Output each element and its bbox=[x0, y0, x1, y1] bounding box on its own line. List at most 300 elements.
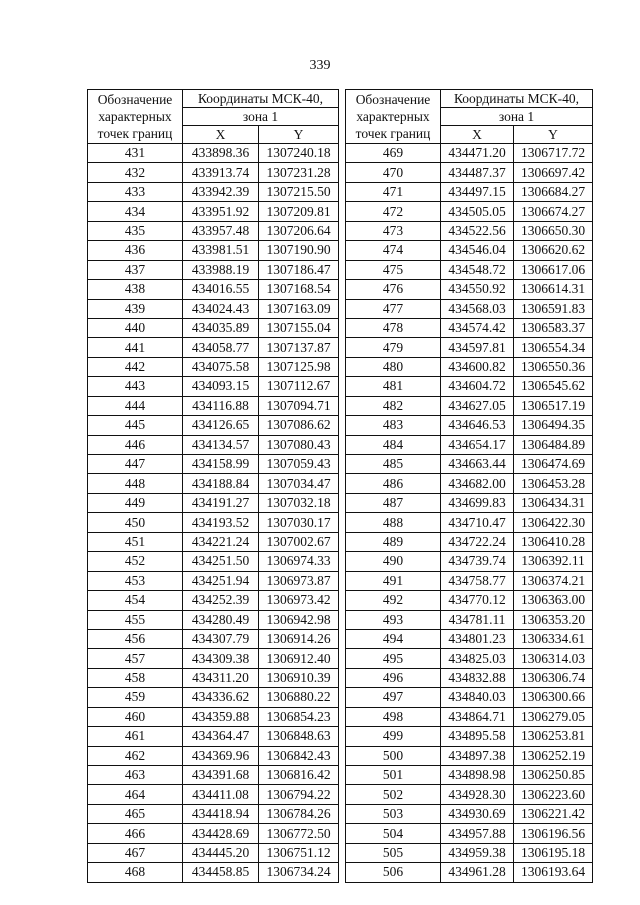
point-number-cell: 488 bbox=[346, 513, 441, 532]
y-coordinate-cell: 1306453.28 bbox=[514, 474, 593, 493]
point-number-cell: 492 bbox=[346, 591, 441, 610]
table-row bbox=[88, 474, 339, 493]
x-coordinate-cell: 434832.88 bbox=[441, 668, 514, 687]
y-coordinate-cell: 1306353.20 bbox=[514, 610, 593, 629]
y-coordinate-cell: 1306221.42 bbox=[514, 804, 593, 823]
point-number-cell: 448 bbox=[88, 474, 183, 493]
table-row bbox=[88, 163, 339, 182]
table-row bbox=[346, 824, 593, 843]
y-coordinate-cell: 1306848.63 bbox=[259, 727, 339, 746]
point-number-cell: 490 bbox=[346, 552, 441, 571]
y-coordinate-cell: 1306484.89 bbox=[514, 435, 593, 454]
table-row bbox=[346, 804, 593, 823]
point-number-cell: 479 bbox=[346, 338, 441, 357]
point-number-cell: 478 bbox=[346, 318, 441, 337]
point-number-cell: 452 bbox=[88, 552, 183, 571]
y-coordinate-cell: 1306614.31 bbox=[514, 280, 593, 299]
table-row bbox=[346, 532, 593, 551]
x-coordinate-cell: 434505.05 bbox=[441, 202, 514, 221]
point-number-cell: 484 bbox=[346, 435, 441, 454]
x-coordinate-cell: 434722.24 bbox=[441, 532, 514, 551]
y-coordinate-cell: 1307215.50 bbox=[259, 182, 339, 201]
y-coordinate-cell: 1306374.21 bbox=[514, 571, 593, 590]
table-row bbox=[88, 299, 339, 318]
point-number-cell: 485 bbox=[346, 455, 441, 474]
point-number-cell: 458 bbox=[88, 668, 183, 687]
x-coordinate-cell: 434699.83 bbox=[441, 493, 514, 512]
point-number-cell: 444 bbox=[88, 396, 183, 415]
x-coordinate-cell: 434158.99 bbox=[183, 455, 259, 474]
table-row bbox=[88, 552, 339, 571]
x-coordinate-cell: 434307.79 bbox=[183, 629, 259, 648]
y-coordinate-cell: 1306816.42 bbox=[259, 766, 339, 785]
x-coordinate-cell: 434221.24 bbox=[183, 532, 259, 551]
point-number-cell: 467 bbox=[88, 843, 183, 862]
table-row bbox=[88, 338, 339, 357]
point-number-cell: 487 bbox=[346, 493, 441, 512]
point-number-cell: 471 bbox=[346, 182, 441, 201]
point-number-cell: 441 bbox=[88, 338, 183, 357]
x-coordinate-cell: 434604.72 bbox=[441, 377, 514, 396]
point-number-cell: 462 bbox=[88, 746, 183, 765]
x-coordinate-cell: 434251.50 bbox=[183, 552, 259, 571]
y-coordinate-cell: 1306620.62 bbox=[514, 241, 593, 260]
y-coordinate-cell: 1306410.28 bbox=[514, 532, 593, 551]
y-coordinate-cell: 1307080.43 bbox=[259, 435, 339, 454]
y-coordinate-cell: 1306684.27 bbox=[514, 182, 593, 201]
x-coordinate-cell: 434428.69 bbox=[183, 824, 259, 843]
point-number-cell: 476 bbox=[346, 280, 441, 299]
x-coordinate-cell: 434309.38 bbox=[183, 649, 259, 668]
table-row bbox=[346, 629, 593, 648]
x-coordinate-cell: 434550.92 bbox=[441, 280, 514, 299]
x-coordinate-cell: 433957.48 bbox=[183, 221, 259, 240]
table-row bbox=[88, 241, 339, 260]
x-coordinate-cell: 434646.53 bbox=[441, 416, 514, 435]
point-number-cell: 436 bbox=[88, 241, 183, 260]
x-coordinate-cell: 434418.94 bbox=[183, 804, 259, 823]
point-number-cell: 493 bbox=[346, 610, 441, 629]
table-row bbox=[346, 144, 593, 163]
x-coordinate-cell: 434663.44 bbox=[441, 455, 514, 474]
point-label-line: характерных bbox=[98, 109, 172, 124]
point-number-cell: 500 bbox=[346, 746, 441, 765]
table-row bbox=[346, 785, 593, 804]
point-number-cell: 499 bbox=[346, 727, 441, 746]
table-body bbox=[346, 144, 593, 883]
x-coordinate-cell: 434522.56 bbox=[441, 221, 514, 240]
x-coordinate-cell: 434035.89 bbox=[183, 318, 259, 337]
y-coordinate-cell: 1307032.18 bbox=[259, 493, 339, 512]
x-coordinate-cell: 434597.81 bbox=[441, 338, 514, 357]
x-coordinate-cell: 434930.69 bbox=[441, 804, 514, 823]
y-coordinate-cell: 1306880.22 bbox=[259, 688, 339, 707]
x-coordinate-cell: 434093.15 bbox=[183, 377, 259, 396]
point-number-cell: 498 bbox=[346, 707, 441, 726]
y-coordinate-cell: 1306392.11 bbox=[514, 552, 593, 571]
y-coordinate-cell: 1306854.23 bbox=[259, 707, 339, 726]
point-number-cell: 466 bbox=[88, 824, 183, 843]
x-coordinate-cell: 434369.96 bbox=[183, 746, 259, 765]
y-coordinate-cell: 1306300.66 bbox=[514, 688, 593, 707]
x-coordinate-cell: 434546.04 bbox=[441, 241, 514, 260]
x-coordinate-cell: 434311.20 bbox=[183, 668, 259, 687]
x-coordinate-cell: 434895.58 bbox=[441, 727, 514, 746]
point-label-header bbox=[346, 90, 441, 144]
point-number-cell: 480 bbox=[346, 357, 441, 376]
table-row bbox=[88, 571, 339, 590]
y-coordinate-cell: 1307086.62 bbox=[259, 416, 339, 435]
y-coordinate-cell: 1306334.61 bbox=[514, 629, 593, 648]
point-number-cell: 435 bbox=[88, 221, 183, 240]
x-coordinate-cell: 434801.23 bbox=[441, 629, 514, 648]
point-number-cell: 457 bbox=[88, 649, 183, 668]
y-coordinate-cell: 1307030.17 bbox=[259, 513, 339, 532]
y-coordinate-cell: 1307168.54 bbox=[259, 280, 339, 299]
point-number-cell: 449 bbox=[88, 493, 183, 512]
y-header: Y bbox=[514, 126, 593, 144]
table-row bbox=[88, 144, 339, 163]
x-coordinate-cell: 434126.65 bbox=[183, 416, 259, 435]
point-number-cell: 456 bbox=[88, 629, 183, 648]
table-row bbox=[346, 493, 593, 512]
point-number-cell: 433 bbox=[88, 182, 183, 201]
point-number-cell: 502 bbox=[346, 785, 441, 804]
point-number-cell: 503 bbox=[346, 804, 441, 823]
x-header: X bbox=[441, 126, 514, 144]
table-row bbox=[346, 727, 593, 746]
x-coordinate-cell: 434497.15 bbox=[441, 182, 514, 201]
point-label-line: точек границ bbox=[97, 126, 173, 141]
y-coordinate-cell: 1306434.31 bbox=[514, 493, 593, 512]
table-row bbox=[88, 746, 339, 765]
point-number-cell: 445 bbox=[88, 416, 183, 435]
x-coordinate-cell: 434928.30 bbox=[441, 785, 514, 804]
x-coordinate-cell: 434957.88 bbox=[441, 824, 514, 843]
y-coordinate-cell: 1306252.19 bbox=[514, 746, 593, 765]
y-coordinate-cell: 1307163.09 bbox=[259, 299, 339, 318]
table-row bbox=[88, 668, 339, 687]
y-coordinate-cell: 1306517.19 bbox=[514, 396, 593, 415]
x-coordinate-cell: 434682.00 bbox=[441, 474, 514, 493]
table-row bbox=[88, 591, 339, 610]
coordinates-table-left bbox=[87, 89, 339, 883]
y-coordinate-cell: 1307186.47 bbox=[259, 260, 339, 279]
point-number-cell: 486 bbox=[346, 474, 441, 493]
y-coordinate-cell: 1306914.26 bbox=[259, 629, 339, 648]
point-number-cell: 439 bbox=[88, 299, 183, 318]
y-coordinate-cell: 1306842.43 bbox=[259, 746, 339, 765]
y-coordinate-cell: 1306195.18 bbox=[514, 843, 593, 862]
table-row bbox=[346, 552, 593, 571]
table-row bbox=[346, 318, 593, 337]
y-coordinate-cell: 1306973.87 bbox=[259, 571, 339, 590]
y-coordinate-cell: 1307190.90 bbox=[259, 241, 339, 260]
table-row bbox=[346, 649, 593, 668]
y-coordinate-cell: 1306912.40 bbox=[259, 649, 339, 668]
y-coordinate-cell: 1307137.87 bbox=[259, 338, 339, 357]
x-coordinate-cell: 434471.20 bbox=[441, 144, 514, 163]
y-coordinate-cell: 1306250.85 bbox=[514, 766, 593, 785]
table-row bbox=[346, 299, 593, 318]
x-coordinate-cell: 434781.11 bbox=[441, 610, 514, 629]
table-row bbox=[346, 591, 593, 610]
point-number-cell: 460 bbox=[88, 707, 183, 726]
x-coordinate-cell: 434758.77 bbox=[441, 571, 514, 590]
y-coordinate-cell: 1307094.71 bbox=[259, 396, 339, 415]
y-coordinate-cell: 1306973.42 bbox=[259, 591, 339, 610]
y-coordinate-cell: 1306306.74 bbox=[514, 668, 593, 687]
x-coordinate-cell: 433981.51 bbox=[183, 241, 259, 260]
y-coordinate-cell: 1306784.26 bbox=[259, 804, 339, 823]
table-row bbox=[88, 435, 339, 454]
table-row bbox=[346, 707, 593, 726]
x-coordinate-cell: 433951.92 bbox=[183, 202, 259, 221]
page-number: 339 bbox=[309, 58, 331, 73]
x-coordinate-cell: 434391.68 bbox=[183, 766, 259, 785]
table-row bbox=[88, 532, 339, 551]
table-row bbox=[88, 280, 339, 299]
y-coordinate-cell: 1306223.60 bbox=[514, 785, 593, 804]
x-coordinate-cell: 433913.74 bbox=[183, 163, 259, 182]
x-coordinate-cell: 434251.94 bbox=[183, 571, 259, 590]
x-coordinate-cell: 434116.88 bbox=[183, 396, 259, 415]
x-coordinate-cell: 434600.82 bbox=[441, 357, 514, 376]
x-coordinate-cell: 434710.47 bbox=[441, 513, 514, 532]
table-row bbox=[88, 182, 339, 201]
table-row bbox=[346, 396, 593, 415]
y-coordinate-cell: 1307209.81 bbox=[259, 202, 339, 221]
table-row bbox=[88, 377, 339, 396]
y-coordinate-cell: 1306554.34 bbox=[514, 338, 593, 357]
table-row bbox=[346, 513, 593, 532]
point-number-cell: 447 bbox=[88, 455, 183, 474]
y-coordinate-cell: 1306591.83 bbox=[514, 299, 593, 318]
x-coordinate-cell: 434959.38 bbox=[441, 843, 514, 862]
point-number-cell: 469 bbox=[346, 144, 441, 163]
x-coordinate-cell: 434458.85 bbox=[183, 863, 259, 882]
x-coordinate-cell: 434487.37 bbox=[441, 163, 514, 182]
table-row bbox=[346, 280, 593, 299]
point-number-cell: 464 bbox=[88, 785, 183, 804]
coords-zone-header: зона 1 bbox=[183, 108, 339, 126]
point-number-cell: 501 bbox=[346, 766, 441, 785]
coords-title-header: Координаты МСК-40, bbox=[183, 90, 339, 108]
y-coordinate-cell: 1307002.67 bbox=[259, 532, 339, 551]
point-number-cell: 437 bbox=[88, 260, 183, 279]
x-coordinate-cell: 433898.36 bbox=[183, 144, 259, 163]
table-row bbox=[88, 202, 339, 221]
y-coordinate-cell: 1307240.18 bbox=[259, 144, 339, 163]
table-row bbox=[88, 727, 339, 746]
x-coordinate-cell: 434016.55 bbox=[183, 280, 259, 299]
x-coordinate-cell: 434825.03 bbox=[441, 649, 514, 668]
point-number-cell: 477 bbox=[346, 299, 441, 318]
y-coordinate-cell: 1306942.98 bbox=[259, 610, 339, 629]
table-row bbox=[88, 766, 339, 785]
y-coordinate-cell: 1306545.62 bbox=[514, 377, 593, 396]
point-number-cell: 497 bbox=[346, 688, 441, 707]
point-number-cell: 483 bbox=[346, 416, 441, 435]
point-number-cell: 475 bbox=[346, 260, 441, 279]
x-coordinate-cell: 433988.19 bbox=[183, 260, 259, 279]
point-number-cell: 432 bbox=[88, 163, 183, 182]
x-coordinate-cell: 434058.77 bbox=[183, 338, 259, 357]
table-row bbox=[346, 843, 593, 862]
x-coordinate-cell: 434445.20 bbox=[183, 843, 259, 862]
point-number-cell: 451 bbox=[88, 532, 183, 551]
y-coordinate-cell: 1306474.69 bbox=[514, 455, 593, 474]
table-row bbox=[346, 221, 593, 240]
table-row bbox=[346, 474, 593, 493]
table-row bbox=[346, 863, 593, 882]
y-coordinate-cell: 1307155.04 bbox=[259, 318, 339, 337]
table-row bbox=[346, 688, 593, 707]
y-coordinate-cell: 1306697.42 bbox=[514, 163, 593, 182]
y-coordinate-cell: 1306583.37 bbox=[514, 318, 593, 337]
point-number-cell: 489 bbox=[346, 532, 441, 551]
point-number-cell: 474 bbox=[346, 241, 441, 260]
table-row bbox=[346, 357, 593, 376]
table-row bbox=[346, 435, 593, 454]
point-number-cell: 481 bbox=[346, 377, 441, 396]
table-row bbox=[88, 513, 339, 532]
point-number-cell: 438 bbox=[88, 280, 183, 299]
table-row bbox=[88, 707, 339, 726]
table-row bbox=[88, 610, 339, 629]
y-coordinate-cell: 1306910.39 bbox=[259, 668, 339, 687]
table-row bbox=[346, 610, 593, 629]
y-coordinate-cell: 1307034.47 bbox=[259, 474, 339, 493]
table-row bbox=[88, 629, 339, 648]
table-row bbox=[88, 260, 339, 279]
table-row bbox=[346, 163, 593, 182]
coords-zone-header: зона 1 bbox=[441, 108, 593, 126]
coordinates-table-right bbox=[345, 89, 593, 883]
table-row bbox=[88, 416, 339, 435]
point-number-cell: 440 bbox=[88, 318, 183, 337]
y-coordinate-cell: 1307206.64 bbox=[259, 221, 339, 240]
x-coordinate-cell: 434134.57 bbox=[183, 435, 259, 454]
y-coordinate-cell: 1306314.03 bbox=[514, 649, 593, 668]
table-row bbox=[88, 804, 339, 823]
table-row bbox=[88, 843, 339, 862]
x-coordinate-cell: 434411.08 bbox=[183, 785, 259, 804]
y-coordinate-cell: 1306193.64 bbox=[514, 863, 593, 882]
y-coordinate-cell: 1306422.30 bbox=[514, 513, 593, 532]
table-row bbox=[88, 863, 339, 882]
table-row bbox=[346, 377, 593, 396]
table-row bbox=[346, 416, 593, 435]
y-coordinate-cell: 1307059.43 bbox=[259, 455, 339, 474]
y-coordinate-cell: 1306279.05 bbox=[514, 707, 593, 726]
x-coordinate-cell: 434191.27 bbox=[183, 493, 259, 512]
point-number-cell: 496 bbox=[346, 668, 441, 687]
point-number-cell: 442 bbox=[88, 357, 183, 376]
y-coordinate-cell: 1306751.12 bbox=[259, 843, 339, 862]
table-row bbox=[88, 649, 339, 668]
table-row bbox=[346, 746, 593, 765]
x-coordinate-cell: 434252.39 bbox=[183, 591, 259, 610]
x-coordinate-cell: 434075.58 bbox=[183, 357, 259, 376]
x-coordinate-cell: 434627.05 bbox=[441, 396, 514, 415]
point-label-line: характерных bbox=[356, 109, 430, 124]
table-row bbox=[346, 571, 593, 590]
y-coordinate-cell: 1307231.28 bbox=[259, 163, 339, 182]
point-number-cell: 505 bbox=[346, 843, 441, 862]
x-coordinate-cell: 434568.03 bbox=[441, 299, 514, 318]
x-coordinate-cell: 434364.47 bbox=[183, 727, 259, 746]
point-number-cell: 454 bbox=[88, 591, 183, 610]
x-coordinate-cell: 434898.98 bbox=[441, 766, 514, 785]
x-coordinate-cell: 434188.84 bbox=[183, 474, 259, 493]
x-coordinate-cell: 434864.71 bbox=[441, 707, 514, 726]
y-coordinate-cell: 1306494.35 bbox=[514, 416, 593, 435]
point-label-line: точек границ bbox=[355, 126, 431, 141]
y-coordinate-cell: 1306196.56 bbox=[514, 824, 593, 843]
point-number-cell: 463 bbox=[88, 766, 183, 785]
point-number-cell: 443 bbox=[88, 377, 183, 396]
point-label-header bbox=[88, 90, 183, 144]
point-number-cell: 461 bbox=[88, 727, 183, 746]
y-coordinate-cell: 1306717.72 bbox=[514, 144, 593, 163]
point-label-line: Обозначение bbox=[97, 92, 173, 107]
point-number-cell: 504 bbox=[346, 824, 441, 843]
table-row bbox=[346, 668, 593, 687]
point-number-cell: 470 bbox=[346, 163, 441, 182]
x-coordinate-cell: 434770.12 bbox=[441, 591, 514, 610]
point-number-cell: 506 bbox=[346, 863, 441, 882]
y-coordinate-cell: 1306617.06 bbox=[514, 260, 593, 279]
y-coordinate-cell: 1306674.27 bbox=[514, 202, 593, 221]
point-number-cell: 455 bbox=[88, 610, 183, 629]
x-coordinate-cell: 434654.17 bbox=[441, 435, 514, 454]
y-coordinate-cell: 1306550.36 bbox=[514, 357, 593, 376]
x-coordinate-cell: 433942.39 bbox=[183, 182, 259, 201]
y-coordinate-cell: 1306734.24 bbox=[259, 863, 339, 882]
y-header: Y bbox=[259, 126, 339, 144]
table-row bbox=[88, 221, 339, 240]
table-row bbox=[88, 688, 339, 707]
x-coordinate-cell: 434336.62 bbox=[183, 688, 259, 707]
point-number-cell: 453 bbox=[88, 571, 183, 590]
point-number-cell: 465 bbox=[88, 804, 183, 823]
point-number-cell: 472 bbox=[346, 202, 441, 221]
point-number-cell: 482 bbox=[346, 396, 441, 415]
table-row bbox=[346, 182, 593, 201]
table-row bbox=[88, 396, 339, 415]
point-number-cell: 495 bbox=[346, 649, 441, 668]
x-coordinate-cell: 434359.88 bbox=[183, 707, 259, 726]
coords-title-header: Координаты МСК-40, bbox=[441, 90, 593, 108]
point-number-cell: 468 bbox=[88, 863, 183, 882]
table-row bbox=[88, 785, 339, 804]
table-body bbox=[88, 144, 339, 883]
x-coordinate-cell: 434280.49 bbox=[183, 610, 259, 629]
table-row bbox=[346, 455, 593, 474]
table-row bbox=[88, 493, 339, 512]
y-coordinate-cell: 1306772.50 bbox=[259, 824, 339, 843]
x-coordinate-cell: 434739.74 bbox=[441, 552, 514, 571]
x-coordinate-cell: 434024.43 bbox=[183, 299, 259, 318]
point-number-cell: 450 bbox=[88, 513, 183, 532]
table-row bbox=[88, 824, 339, 843]
x-coordinate-cell: 434961.28 bbox=[441, 863, 514, 882]
point-label-line: Обозначение bbox=[355, 92, 431, 107]
x-header: X bbox=[183, 126, 259, 144]
x-coordinate-cell: 434548.72 bbox=[441, 260, 514, 279]
point-number-cell: 459 bbox=[88, 688, 183, 707]
